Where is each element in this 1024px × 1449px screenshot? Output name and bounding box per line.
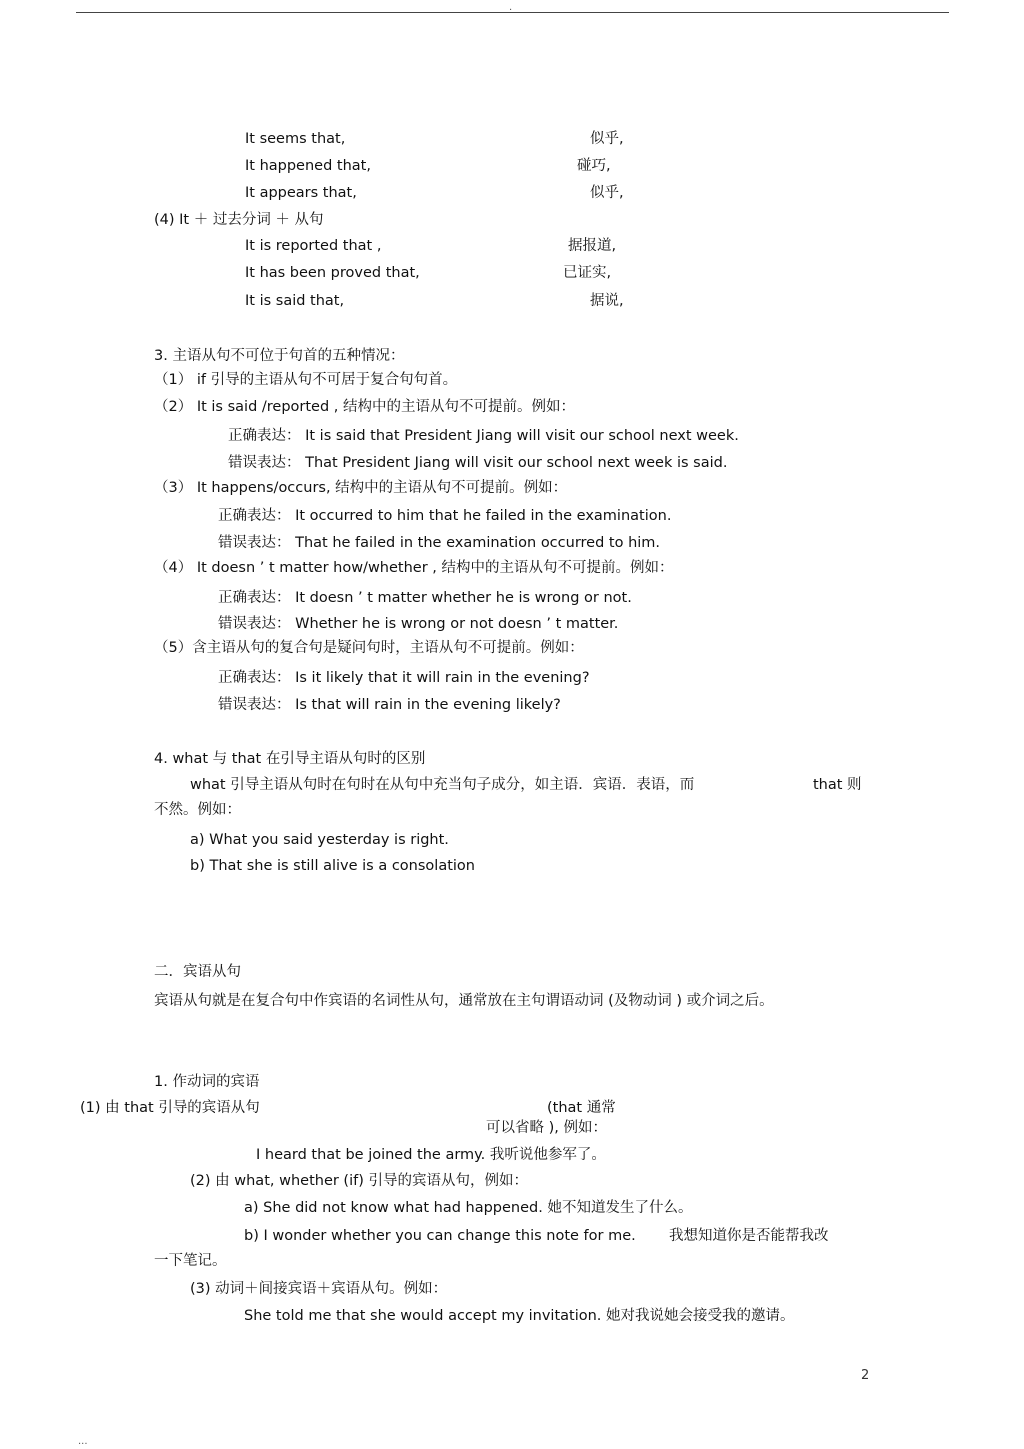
text-line-l25: a) What you said yesterday is right. [190, 832, 449, 848]
text-line-l30b: (that 通常 [547, 1100, 616, 1116]
text-line-l4: (4) It ＋ 过去分词 ＋ 从句 [154, 212, 324, 228]
text-line-l6b: 已证实, [563, 265, 612, 281]
text-line-l22: 4. what 与 that 在引导主语从句时的区别 [154, 751, 426, 767]
text-line-l8: 3. 主语从句不可位于句首的五种情况： [154, 348, 405, 364]
text-line-l2b: 碰巧, [577, 158, 611, 174]
text-line-l30a: (1) 由 that 引导的宾语从句 [80, 1100, 260, 1116]
text-line-l27: 二．宾语从句 [154, 964, 241, 980]
text-line-l15: 错误表达： That he failed in the examination occurred to him. [218, 535, 661, 551]
text-line-l23b: that 则 [813, 777, 862, 793]
text-line-l9: （1） if 引导的主语从句不可居于复合句句首。 [154, 372, 458, 388]
text-line-l3b: 似乎, [590, 185, 624, 201]
text-line-l23a: what 引导主语从句时在句时在从句中充当句子成分，如主语．宾语．表语，而 [190, 777, 695, 793]
text-line-l1a: It seems that, [245, 131, 346, 147]
text-line-l31: 可以省略 ), 例如： [486, 1120, 607, 1136]
text-line-l38: She told me that she would accept my invitation. 她对我说她会接受我的邀请。 [244, 1308, 795, 1324]
text-line-l5a: It is reported that , [245, 238, 382, 254]
text-line-l14: 正确表达： It occurred to him that he failed in the examination. [218, 508, 672, 524]
text-line-l5b: 据报道, [568, 238, 617, 254]
text-line-l6a: It has been proved that, [245, 265, 420, 281]
text-line-l13: （3） It happens/occurs, 结构中的主语从句不可提前。例如： [154, 480, 568, 496]
text-line-l7a: It is said that, [245, 293, 345, 309]
text-line-l16: （4） It doesn ’ t matter how/whether , 结构中的主语从句不可提前。例如： [154, 560, 674, 576]
text-line-l10: （2） It is said /reported , 结构中的主语从句不可提前。例如： [154, 399, 576, 415]
page-number: 2 [861, 1368, 870, 1383]
text-line-l32: I heard that be joined the army. 我听说他参军了。 [256, 1147, 606, 1163]
text-line-l33: (2) 由 what, whether (if) 引导的宾语从句，例如： [190, 1173, 528, 1189]
text-line-l21: 错误表达： Is that will rain in the evening likely? [218, 697, 561, 713]
text-line-l2a: It happened that, [245, 158, 371, 174]
text-line-l18: 错误表达： Whether he is wrong or not doesn ’ t matter. [218, 616, 619, 632]
text-line-l11: 正确表达： It is said that President Jiang will visit our school next week. [228, 428, 739, 444]
text-line-l37: (3) 动词＋间接宾语＋宾语从句。例如： [190, 1281, 448, 1297]
text-line-l3a: It appears that, [245, 185, 357, 201]
text-line-l34: a) She did not know what had happened. 她不知道发生了什么。 [244, 1200, 693, 1216]
text-line-l19: （5）含主语从句的复合句是疑问句时，主语从句不可提前。例如： [154, 640, 584, 656]
header-mark: . [509, 2, 513, 13]
text-line-l35b: 我想知道你是否能帮我改 [669, 1228, 829, 1244]
text-line-l36: 一下笔记。 [154, 1253, 227, 1269]
text-line-l1b: 似乎, [590, 131, 624, 147]
text-line-l20: 正确表达： Is it likely that it will rain in the evening? [218, 670, 590, 686]
text-line-l29: 1. 作动词的宾语 [154, 1074, 260, 1090]
text-line-l17: 正确表达： It doesn ’ t matter whether he is wrong or not. [218, 590, 632, 606]
text-line-l28: 宾语从句就是在复合句中作宾语的名词性从句，通常放在主句谓语动词 (及物动词 ) 或介词之后。 [154, 993, 774, 1009]
footer-mark: ... [78, 1436, 88, 1447]
text-line-l24: 不然。例如： [154, 802, 241, 818]
header-rule [76, 12, 949, 13]
text-line-l35a: b) I wonder whether you can change this note for me. [244, 1228, 636, 1244]
text-line-l7b: 据说, [590, 293, 624, 309]
text-line-l26: b) That she is still alive is a consolation [190, 858, 475, 874]
text-line-l12: 错误表达： That President Jiang will visit our school next week is said. [228, 455, 728, 471]
